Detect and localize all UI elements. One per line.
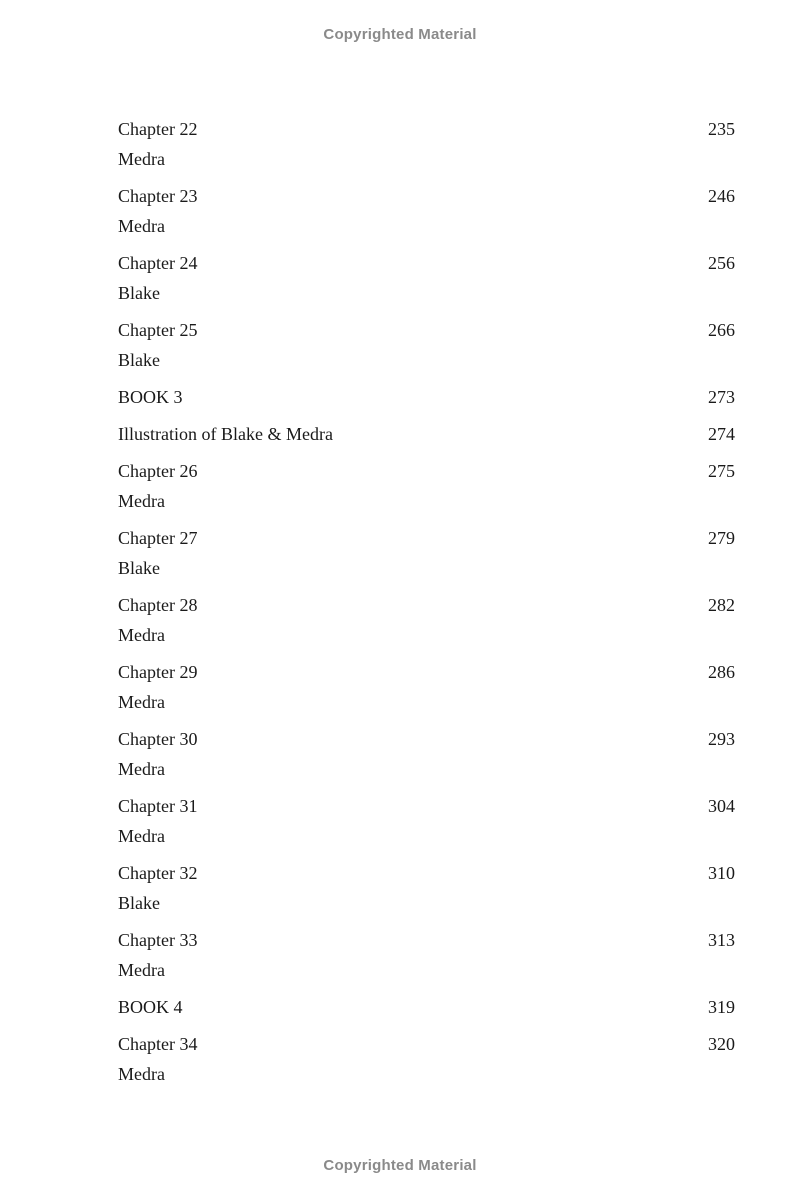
toc-entry-title: Chapter 28 [118,595,198,615]
toc-entry-narrator: Medra [118,491,165,511]
toc-entry-title: Chapter 33 [118,930,198,950]
toc-entry-line [118,181,735,211]
toc-entry [118,315,735,375]
toc-entry-narrator: Medra [118,960,165,980]
toc-entry-line [118,791,735,821]
toc-entry-narrator: Medra [118,149,165,169]
toc-entry-title: BOOK 3 [118,387,183,407]
toc-entry-page-number: 282 [708,595,735,615]
toc-entry-page-number: 293 [708,729,735,749]
toc-entry-line [118,456,735,486]
toc-entry-narrator: Blake [118,350,160,370]
toc-entry [118,114,735,174]
toc-entry-title: Chapter 27 [118,528,198,548]
toc-entry-narrator: Blake [118,558,160,578]
toc-entry-title: Chapter 23 [118,186,198,206]
toc-entry-line [118,590,735,620]
toc-entry-narrator: Blake [118,893,160,913]
toc-entry-page-number: 319 [708,997,735,1017]
toc-entry-page-number: 286 [708,662,735,682]
toc-entry [118,1029,735,1089]
toc-entry-title: Illustration of Blake & Medra [118,424,333,444]
toc-entry [118,590,735,650]
toc-entry-line [118,315,735,345]
copyright-watermark-top: Copyrighted Material [323,26,477,43]
toc-entry [118,724,735,784]
toc-entry-page-number: 235 [708,119,735,139]
toc-entry [118,791,735,851]
toc-entry-line [118,523,735,553]
toc-entry-page-number: 273 [708,387,735,407]
toc-entry-line [118,724,735,754]
toc-entry-title: Chapter 34 [118,1034,198,1054]
toc-entry-narrator: Medra [118,625,165,645]
toc-entry-page-number: 256 [708,253,735,273]
toc-entry [118,382,735,412]
toc-entry [118,992,735,1022]
toc-entry-narrator: Medra [118,216,165,236]
toc-entry-title: BOOK 4 [118,997,183,1017]
toc-entry-line [118,114,735,144]
copyright-watermark-bottom: Copyrighted Material [323,1157,477,1174]
toc-entry-page-number: 246 [708,186,735,206]
toc-entry-narrator: Blake [118,283,160,303]
toc-entry-title: Chapter 22 [118,119,198,139]
toc-entry-line [118,1029,735,1059]
toc-entry-page-number: 310 [708,863,735,883]
toc-entry [118,523,735,583]
toc-entry-title: Chapter 24 [118,253,198,273]
toc-entry-title: Chapter 30 [118,729,198,749]
toc-entry-line [118,858,735,888]
table-of-contents [118,114,735,1096]
toc-entry [118,419,735,449]
toc-entry-title: Chapter 25 [118,320,198,340]
toc-entry-page-number: 279 [708,528,735,548]
toc-entry [118,248,735,308]
toc-entry [118,456,735,516]
toc-entry-page-number: 304 [708,796,735,816]
toc-entry-page-number: 313 [708,930,735,950]
toc-entry-title: Chapter 32 [118,863,198,883]
toc-entry-line [118,382,735,412]
toc-entry-narrator: Medra [118,826,165,846]
toc-entry [118,925,735,985]
toc-entry-narrator: Medra [118,1064,165,1084]
toc-entry-narrator: Medra [118,759,165,779]
toc-entry-title: Chapter 29 [118,662,198,682]
toc-entry-title: Chapter 31 [118,796,198,816]
toc-entry-line [118,925,735,955]
toc-entry-page-number: 266 [708,320,735,340]
toc-entry-line [118,248,735,278]
toc-entry [118,657,735,717]
toc-entry-narrator: Medra [118,692,165,712]
toc-entry-line [118,419,735,449]
toc-entry-line [118,657,735,687]
toc-entry [118,181,735,241]
toc-entry-page-number: 275 [708,461,735,481]
toc-entry-line [118,992,735,1022]
toc-entry [118,858,735,918]
toc-entry-page-number: 274 [708,424,735,444]
toc-entry-page-number: 320 [708,1034,735,1054]
toc-entry-title: Chapter 26 [118,461,198,481]
